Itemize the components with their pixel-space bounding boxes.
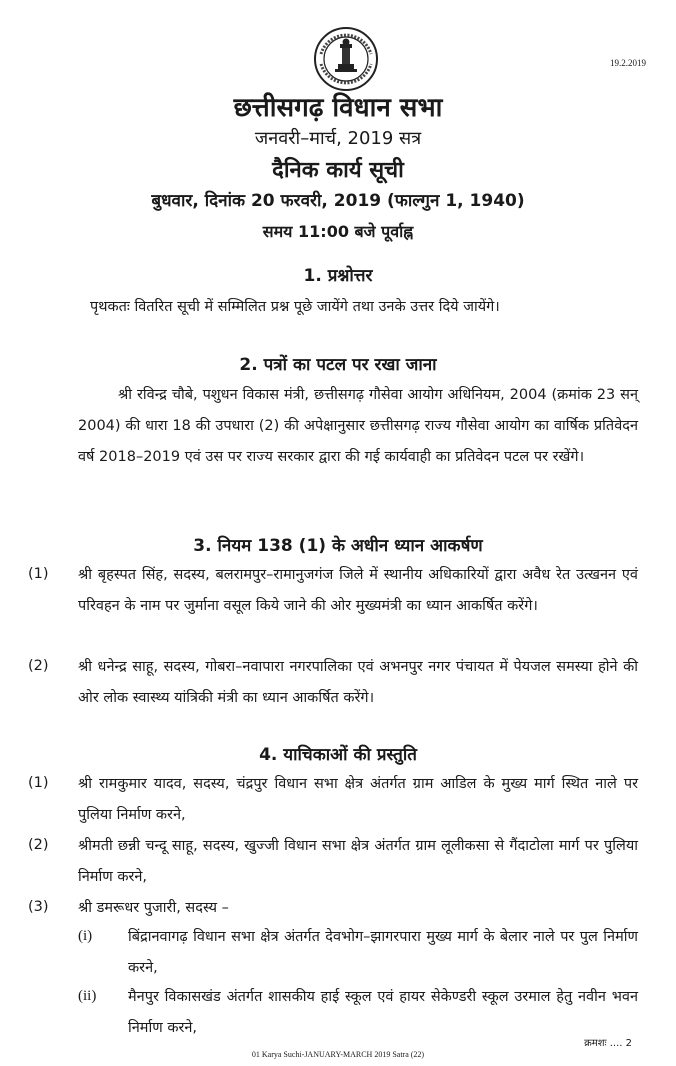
section-4-item-number: (2) bbox=[28, 837, 49, 853]
agenda-title: दैनिक कार्य सूची bbox=[272, 158, 404, 183]
section-1-text: पृथकतः वितरित सूची में सम्मिलित प्रश्न पूछे जायेंगे तथा उनके उत्तर दिये जायेंगे। bbox=[90, 299, 500, 315]
section-3-item-text: श्री बृहस्पत सिंह, सदस्य, बलरामपुर–रामानुजगंज जिले में स्थानीय अधिकारियों द्वारा अवैध रेत उत्खनन एवं परिवहन के नाम पर जुर्माना वसूल किये जाने की ओर मुख्यमंत्री का ध्यान आकर्षित करेंगे। bbox=[78, 567, 638, 614]
assembly-title: छत्तीसगढ़ विधान सभा bbox=[233, 93, 443, 123]
section-4-item-number: (1) bbox=[28, 775, 49, 791]
continued-marker: क्रमशः .... 2 bbox=[584, 1038, 632, 1049]
document-date-code: 19.2.2019 bbox=[610, 58, 646, 68]
time-line: समय 11:00 बजे पूर्वाह्न bbox=[262, 222, 414, 241]
assembly-seal-emblem bbox=[313, 26, 379, 92]
sub-item-text: मैनपुर विकासखंड अंतर्गत शासकीय हाई स्कूल एवं हायर सेकेण्डरी स्कूल उरमाल हेतु नवीन भवन निर्माण करने, bbox=[128, 989, 638, 1036]
section-3-item-text: श्री धनेन्द्र साहू, सदस्य, गोबरा–नवापारा नगरपालिका एवं अभनपुर नगर पंचायत में पेयजल समस्या होने की ओर लोक स्वास्थ्य यांत्रिकी मंत्री का ध्यान आकर्षित करेंगे। bbox=[78, 659, 638, 706]
section-4-item-number: (3) bbox=[28, 899, 49, 915]
section-3-item-number: (2) bbox=[28, 658, 49, 674]
section-1-heading: 1. प्रश्नोत्तर bbox=[303, 266, 373, 286]
footer-file-line: 01 Karya Suchi-JANUARY-MARCH 2019 Satra (22) bbox=[251, 1050, 425, 1059]
sub-item-number: (ii) bbox=[78, 988, 97, 1004]
sub-item-text: बिंद्रानवागढ़ विधान सभा क्षेत्र अंतर्गत देवभोग–झागरपारा मुख्य मार्ग के बेलार नाले पर पुल निर्माण करने, bbox=[128, 929, 638, 976]
section-3-heading: 3. नियम 138 (1) के अधीन ध्यान आकर्षण bbox=[193, 536, 483, 556]
section-2-heading: 2. पत्रों का पटल पर रखा जाना bbox=[239, 355, 437, 375]
section-2-text: श्री रविन्द्र चौबे, पशुधन विकास मंत्री, छत्तीसगढ़ गौसेवा आयोग अधिनियम, 2004 (क्रमांक 23 सन् 2004) की धारा 18 की उपधारा (2) की अपेक्षानुसार छत्तीसगढ़ राज्य गौसेवा आयोग का वार्षिक प्रतिवेदन वर्ष 2018–2019 एवं उस पर राज्य सरकार द्वारा की गई कार्यवाही का प्रतिवेदन पटल पर रखेंगे। bbox=[78, 387, 638, 465]
section-4-item-text: श्रीमती छन्नी चन्दू साहू, सदस्य, खुज्जी विधान सभा क्षेत्र अंतर्गत ग्राम लूलीकसा से गैंदाटोला मार्ग पर पुलिया निर्माण करने, bbox=[78, 838, 638, 885]
section-4-item-text: श्री रामकुमार यादव, सदस्य, चंद्रपुर विधान सभा क्षेत्र अंतर्गत ग्राम आडिल के मुख्य मार्ग स्थित नाले पर पुलिया निर्माण करने, bbox=[78, 776, 638, 823]
sub-item-number: (i) bbox=[78, 928, 93, 944]
section-4-item-text: श्री डमरूधर पुजारी, सदस्य – bbox=[78, 900, 229, 916]
date-line: बुधवार, दिनांक 20 फरवरी, 2019 (फाल्गुन 1, 1940) bbox=[151, 191, 525, 211]
section-3-item-number: (1) bbox=[28, 566, 49, 582]
session-line: जनवरी–मार्च, 2019 सत्र bbox=[254, 128, 422, 149]
section-4-heading: 4. याचिकाओं की प्रस्तुति bbox=[259, 745, 417, 765]
